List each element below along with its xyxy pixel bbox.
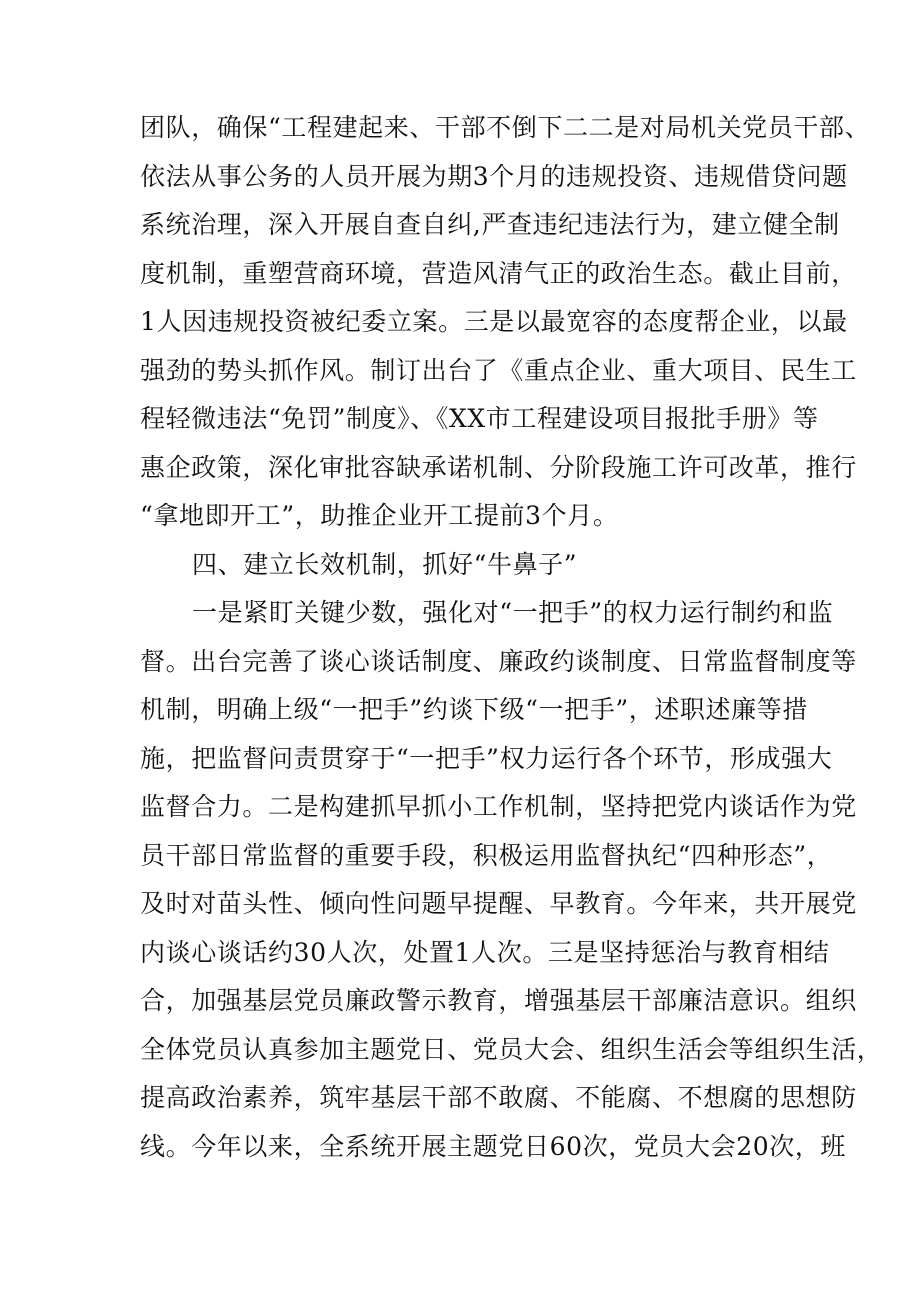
- section-heading: 四、建立长效机制，抓好“牛鼻子”: [192, 549, 578, 579]
- text-line-14: 施，把监督问责贯穿于“一把手”权力运行各个环节，形成强大: [140, 743, 833, 773]
- text-line-3: 系统治理，深入开展自查自纠,严查违纪违法行为，建立健全制: [140, 210, 840, 239]
- text-line-18: 内谈心谈话约30人次，处置1人次。三是坚持惩治与教育相结: [140, 937, 830, 967]
- text-line-9: “拿地即开工”，助推企业开工提前3个月。: [140, 501, 619, 530]
- text-line-17: 及时对苗头性、倾向性问题早提醒、早教育。今年来，共开展党: [140, 889, 857, 918]
- text-line-6: 强劲的势头抓作风。制订出台了《重点企业、重大项目、民生工: [140, 355, 857, 385]
- text-line-19: 合，加强基层党员廉政警示教育，增强基层干部廉洁意识。组织: [140, 986, 857, 1015]
- text-line-21: 提高政治素养，筑牢基层干部不敢腐、不能腐、不想腐的思想防: [140, 1083, 857, 1112]
- text-line-8: 惠企政策，深化审批容缺承诺机制、分阶段施工许可改革，推行: [140, 452, 857, 482]
- text-line-16: 员干部日常监督的重要手段，积极运用监督执纪“四种形态”，: [140, 840, 833, 870]
- text-line-4: 度机制，重塑营商环境，营造风清气正的政治生态。截止目前，: [140, 258, 857, 288]
- text-line-20: 全体党员认真参加主题党日、党员大会、组织生活会等组织生活，: [140, 1034, 883, 1064]
- body-text: [140, 104, 883, 1171]
- text-line-15: 监督合力。二是构建抓早抓小工作机制，坚持把党内谈话作为党: [140, 792, 857, 821]
- text-line-2: 依法从事公务的人员开展为期3个月的违规投资、违规借贷问题: [140, 161, 848, 191]
- text-line-7: 程轻微违法“免罚”制度》、《XX市工程建设项目报批手册》等: [140, 404, 819, 433]
- text-line-13: 机制，明确上级“一把手”约谈下级“一把手”，述职述廉等措: [140, 695, 808, 724]
- text-line-22: 线。今年以来，全系统开展主题党日60次，党员大会20次，班: [140, 1131, 847, 1161]
- text-line-1: 团队，确保“工程建起来、干部不倒下二二是对局机关党员干部、: [140, 113, 871, 142]
- text-line-5: 1人因违规投资被纪委立案。三是以最宽容的态度帮企业，以最: [140, 307, 848, 336]
- text-line-12: 督。出台完善了谈心谈话制度、廉政约谈制度、日常监督制度等: [140, 646, 857, 676]
- text-line-11: 一是紧盯关键少数，强化对“一把手”的权力运行制约和监: [192, 598, 834, 627]
